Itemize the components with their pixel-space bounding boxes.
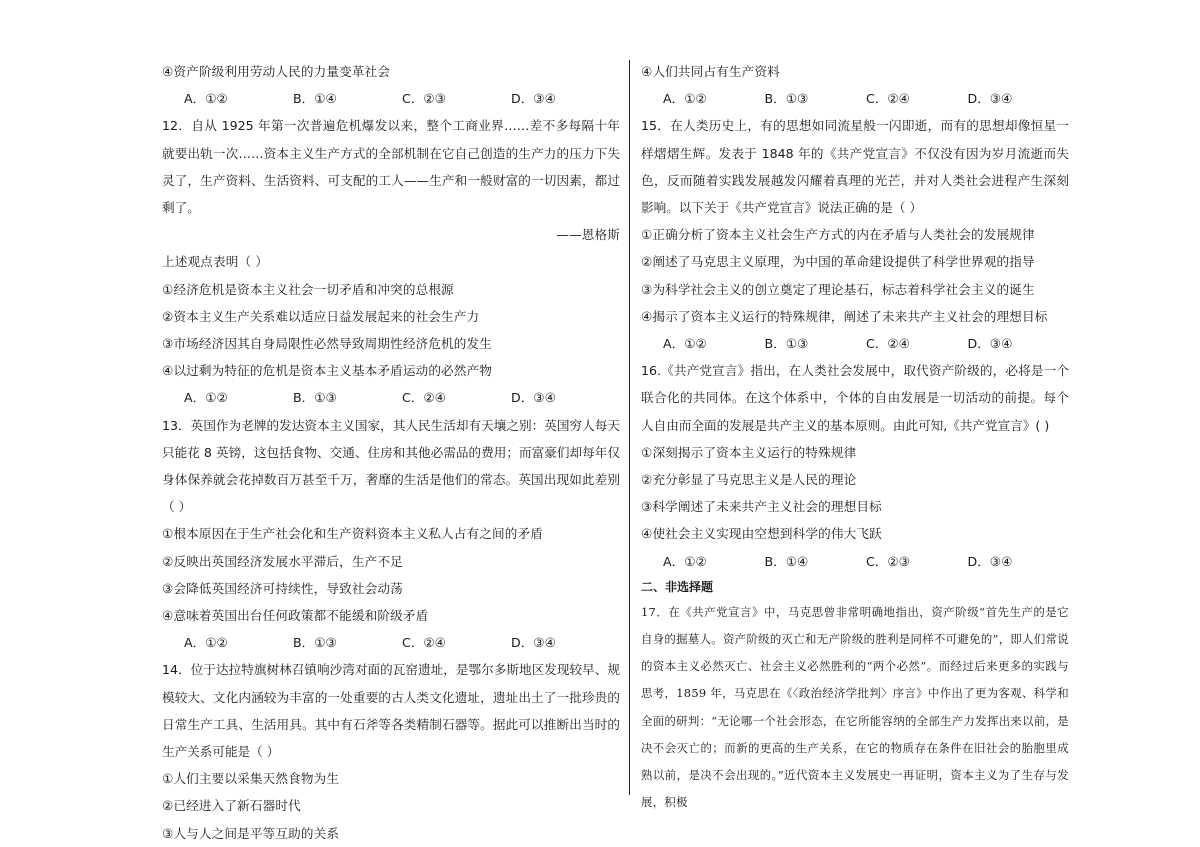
q14-item-3: ③人与人之间是平等互助的关系 bbox=[162, 825, 340, 841]
q15-item-4: ④揭示了资本主义运行的特殊规律，阐述了未来共产主义社会的理想目标 bbox=[641, 308, 1048, 324]
q17-stem: 17．在《共产党宣言》中，马克思曾非常明确地指出，资产阶级“首先生产的是它自身的掘墓人。资产阶级的灭亡和无产阶级的胜利是同样不可避免的”，即人们常说的资本主义必然灭亡、社会主义必然胜利的“两个必然”。而经过后来更多的实践与思考，1859 年，马克思在《〈政治经济学批判〉序言》中作出了更为客观、科学和全面的研判：“无论哪一个社会形态，在它所能容纳的全部生产力发挥出来以前，是决不会灭亡的；而新的更高的生产关系，在它的物质存在条件在旧社会的胎胞里成熟以前，是决不会出现的。”近代资本主义发展史一再证明，资本主义为了生存与发展，积极 bbox=[641, 604, 1069, 810]
q12-item-3: ③市场经济因其自身局限性必然导致周期性经济危机的发生 bbox=[162, 336, 493, 352]
q16-choice-c: C．②③ bbox=[866, 553, 910, 569]
q12-choice-c: C．②④ bbox=[402, 390, 446, 406]
q16-choice-b: B．①④ bbox=[764, 553, 809, 569]
q15-item-3: ③为科学社会主义的创立奠定了理论基石，标志着科学社会主义的诞生 bbox=[641, 281, 1035, 297]
q15-item-1: ①正确分析了资本主义社会生产方式的内在矛盾与人类社会的发展规律 bbox=[641, 227, 1035, 243]
q14-choice-d: D．③④ bbox=[967, 91, 1013, 107]
column-divider bbox=[629, 60, 630, 795]
q14-answer-options bbox=[641, 85, 1069, 112]
q14-stem: 14．位于达拉特旗树林召镇响沙湾对面的瓦窑遗址，是鄂尔多斯地区发现较早、规模较大、文化内涵较为丰富的一处重要的古人类文化遗址，遗址出土了一批珍贵的日常生产工具、生活用具。其中有石斧等各类精制石器等。据此可以推断出当时的生产关系可能是（ ） bbox=[162, 662, 620, 760]
q16-item-4: ④使社会主义实现由空想到科学的伟大飞跃 bbox=[641, 526, 882, 542]
left-column bbox=[162, 58, 620, 847]
q15-stem: 15．在人类历史上，有的思想如同流星般一闪即逝，而有的思想却像恒星一样熠熠生辉。发表于 1848 年的《共产党宣言》不仅没有因为岁月流逝而失色，反而随着实践发展越发闪耀着真理的光芒，并对人类社会进程产生深刻影响。以下关于《共产党宣言》说法正确的是（ ） bbox=[641, 118, 1069, 216]
q12-stem: 12．自从 1925 年第一次普遍危机爆发以来，整个工商业界……差不多每隔十年就要出轨一次……资本主义生产方式的全部机制在它自己创造的生产力的压力下失灵了，生产资料、生活资料、可支配的工人——生产和一般财富的一切因素，都过剩了。 bbox=[162, 118, 620, 216]
q12-item-4: ④以过剩为特征的危机是资本主义基本矛盾运动的必然产物 bbox=[162, 363, 493, 379]
q13-choice-c: C．②④ bbox=[402, 635, 446, 651]
q15-choice-b: B．①③ bbox=[764, 336, 809, 352]
right-column bbox=[641, 58, 1069, 816]
q13-item-4: ④意味着英国出台任何政策都不能缓和阶级矛盾 bbox=[162, 608, 429, 624]
q11-option-4: ④资产阶级利用劳动人民的力量变革社会 bbox=[162, 64, 391, 79]
q16-item-1: ①深刻揭示了资本主义运行的特殊规律 bbox=[641, 444, 857, 460]
q16-choice-d: D．③④ bbox=[967, 553, 1013, 569]
q12-item-2: ②资本主义生产关系难以适应日益发展起来的社会生产力 bbox=[162, 308, 480, 324]
q13-stem: 13．英国作为老牌的发达资本主义国家，其人民生活却有天壤之别：英国穷人每天只能花 8 英镑，这包括食物、交通、住房和其他必需品的费用；而富豪们却每年仅身体保养就会花掉数百万甚至千万，奢靡的生活是他们的常态。英国出现如此差别（ ） bbox=[162, 417, 620, 515]
q15-choice-d: D．③④ bbox=[967, 336, 1013, 352]
q15-item-2: ②阐述了马克思主义原理，为中国的革命建设提供了科学世界观的指导 bbox=[641, 254, 1035, 270]
q14-item-1: ①人们主要以采集天然食物为生 bbox=[162, 771, 340, 787]
q13-answer-options bbox=[162, 629, 620, 656]
q14-choice-a: A．①② bbox=[663, 91, 707, 107]
q11-answer-options bbox=[162, 85, 620, 112]
q11-choice-b: B．①④ bbox=[293, 91, 337, 107]
q14-choice-c: C．②④ bbox=[866, 91, 910, 107]
q12-answer-options bbox=[162, 384, 620, 411]
q13-choice-d: D．③④ bbox=[511, 635, 556, 651]
q14-choice-b: B．①③ bbox=[764, 91, 809, 107]
q12-source: ——恩格斯 bbox=[556, 227, 620, 243]
q13-item-2: ②反映出英国经济发展水平滞后，生产不足 bbox=[162, 553, 403, 569]
q11-choice-d: D．③④ bbox=[511, 91, 556, 107]
q14-item-2: ②已经进入了新石器时代 bbox=[162, 798, 301, 814]
q11-choice-c: C．②③ bbox=[402, 91, 446, 107]
q12-prompt: 上述观点表明（ ） bbox=[162, 254, 269, 270]
q12-choice-b: B．①③ bbox=[293, 390, 337, 406]
q13-choice-a: A．①② bbox=[184, 635, 228, 651]
q14-item-4: ④人们共同占有生产资料 bbox=[641, 64, 780, 79]
q16-item-2: ②充分彰显了马克思主义是人民的理论 bbox=[641, 472, 857, 488]
q15-choice-c: C．②④ bbox=[866, 336, 910, 352]
section-heading: 二、非选择题 bbox=[641, 579, 714, 594]
q12-choice-d: D．③④ bbox=[511, 390, 556, 406]
q12-item-1: ①经济危机是资本主义社会一切矛盾和冲突的总根源 bbox=[162, 281, 454, 297]
q15-choice-a: A．①② bbox=[663, 336, 707, 352]
q15-answer-options bbox=[641, 330, 1069, 357]
q16-choice-a: A．①② bbox=[663, 553, 707, 569]
q16-answer-options bbox=[641, 548, 1069, 575]
q16-item-3: ③科学阐述了未来共产主义社会的理想目标 bbox=[641, 499, 882, 515]
q13-item-1: ①根本原因在于生产社会化和生产资料资本主义私人占有之间的矛盾 bbox=[162, 526, 544, 542]
q16-stem: 16.《共产党宣言》指出，在人类社会发展中，取代资产阶级的，必将是一个联合化的共同体。在这个体系中，个体的自由发展是一切活动的前提。每个人自由而全面的发展是共产主义的基本原则。由此可知,《共产党宣言》( ) bbox=[641, 363, 1069, 433]
q11-choice-a: A．①② bbox=[184, 91, 228, 107]
q13-item-3: ③会降低英国经济可持续性，导致社会动荡 bbox=[162, 580, 403, 596]
q13-choice-b: B．①③ bbox=[293, 635, 337, 651]
q12-choice-a: A．①② bbox=[184, 390, 228, 406]
